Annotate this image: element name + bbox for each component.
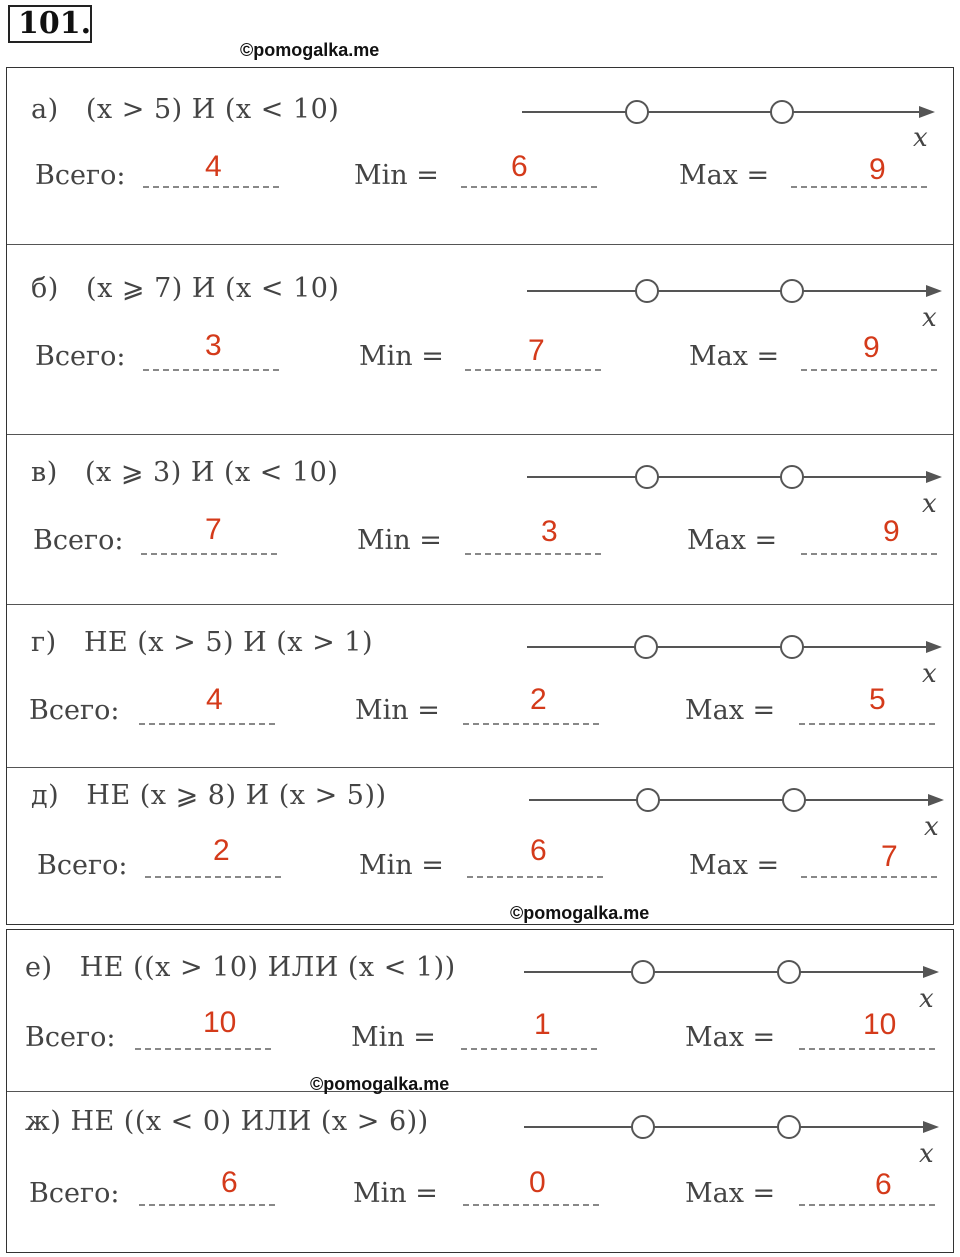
total-answer: 4 [205,150,222,183]
row-letter: ж) [25,1106,62,1137]
axis-label: x [922,659,937,689]
row-condition [31,457,338,488]
axis-arrow-icon [926,641,942,653]
max-blank [799,723,935,725]
max-answer: 10 [863,1008,897,1041]
total-label: Всего: [33,525,124,556]
axis-arrow-icon [926,285,942,297]
condition-text: НЕ (x > 5) И (x > 1) [83,627,374,658]
max-answer: 5 [869,683,886,716]
exercise-group-2 [6,929,954,1253]
number-line [519,1099,949,1179]
total-blank [143,186,279,188]
row-letter: г) [31,627,57,658]
open-point-icon [632,961,654,983]
total-label: Всего: [35,341,126,372]
max-label: Max = [687,525,778,556]
axis-arrow-icon [926,471,942,483]
total-blank [139,1204,275,1206]
min-answer: 2 [530,683,547,716]
watermark: ©pomogalka.me [240,40,380,60]
total-label: Всего: [29,1178,120,1209]
open-point-icon [781,636,803,658]
total-answer: 7 [205,513,222,546]
exercise-row-f [7,930,953,1092]
number-line [522,619,952,699]
watermark: ©pomogalka.me [510,903,650,923]
total-blank [135,1048,271,1050]
total-blank [143,369,279,371]
row-condition [25,1106,429,1137]
total-blank [141,553,277,555]
row-letter: д) [31,780,60,811]
open-point-icon [771,101,793,123]
total-answer: 4 [206,683,223,716]
min-answer: 0 [529,1166,546,1199]
condition-text: НЕ (x ⩾ 8) И (x > 5)) [86,780,387,811]
axis-arrow-icon [919,106,935,118]
min-answer: 7 [528,334,545,367]
task-number: 101. [8,5,92,43]
total-blank [139,723,275,725]
axis-label: x [919,1139,934,1169]
min-blank [465,553,601,555]
exercise-row-d [7,605,953,768]
max-blank [801,369,937,371]
max-answer: 7 [881,840,898,873]
min-blank [461,1048,597,1050]
total-label: Всего: [29,695,120,726]
min-label: Min = [359,341,444,372]
total-answer: 2 [213,834,230,867]
open-point-icon [778,1116,800,1138]
open-point-icon [778,961,800,983]
total-answer: 10 [203,1006,237,1039]
max-label: Max = [685,1178,776,1209]
open-point-icon [635,636,657,658]
min-label: Min = [355,695,440,726]
axis-label: x [924,812,939,842]
max-label: Max = [685,1022,776,1053]
total-label: Всего: [35,160,126,191]
open-point-icon [632,1116,654,1138]
max-blank [801,876,937,878]
max-answer: 6 [875,1168,892,1201]
total-label: Всего: [37,850,128,881]
min-label: Min = [354,160,439,191]
open-point-icon [781,280,803,302]
min-blank [461,186,597,188]
open-point-icon [636,280,658,302]
min-label: Min = [357,525,442,556]
watermark: ©pomogalka.me [310,1074,450,1094]
max-blank [799,1048,935,1050]
total-answer: 6 [221,1166,238,1199]
open-point-icon [781,466,803,488]
max-label: Max = [689,850,780,881]
row-condition [25,952,456,983]
number-line [522,263,952,343]
min-answer: 3 [541,515,558,548]
row-condition [31,780,387,811]
open-point-icon [636,466,658,488]
exercise-group-1 [6,67,954,925]
axis-arrow-icon [923,1121,939,1133]
condition-text: НЕ ((x < 0) ИЛИ (x > 6)) [70,1106,429,1137]
max-answer: 9 [869,153,886,186]
max-blank [791,186,927,188]
exercise-row-e [7,768,953,923]
max-blank [801,553,937,555]
min-blank [463,1204,599,1206]
max-blank [799,1204,935,1206]
axis-label: x [913,123,928,153]
min-answer: 6 [511,150,528,183]
exercise-row-b [7,245,953,435]
row-condition [31,94,339,125]
open-point-icon [637,789,659,811]
max-answer: 9 [863,331,880,364]
axis-label: x [922,489,937,519]
condition-text: НЕ ((x > 10) ИЛИ (x < 1)) [79,952,456,983]
condition-text: (x ⩾ 7) И (x < 10) [86,273,340,304]
axis-arrow-icon [928,794,944,806]
exercise-row-g [7,1092,953,1252]
axis-label: x [919,984,934,1014]
row-condition [31,273,339,304]
max-label: Max = [689,341,780,372]
row-letter: в) [31,457,58,488]
min-label: Min = [353,1178,438,1209]
min-blank [463,723,599,725]
max-label: Max = [679,160,770,191]
axis-arrow-icon [923,966,939,978]
min-answer: 1 [534,1008,551,1041]
open-point-icon [626,101,648,123]
total-label: Всего: [25,1022,116,1053]
row-letter: а) [31,94,59,125]
min-blank [467,876,603,878]
min-answer: 6 [530,834,547,867]
condition-text: (x > 5) И (x < 10) [85,94,340,125]
min-blank [465,369,601,371]
open-point-icon [783,789,805,811]
exercise-row-c [7,435,953,605]
total-answer: 3 [205,329,222,362]
axis-label: x [922,303,937,333]
min-label: Min = [351,1022,436,1053]
row-condition [31,627,373,658]
row-letter: е) [25,952,53,983]
total-blank [145,876,281,878]
exercise-row-a [7,68,953,245]
condition-text: (x ⩾ 3) И (x < 10) [84,457,339,488]
number-line [517,84,947,164]
max-answer: 9 [883,515,900,548]
min-label: Min = [359,850,444,881]
row-letter: б) [31,273,59,304]
max-label: Max = [685,695,776,726]
